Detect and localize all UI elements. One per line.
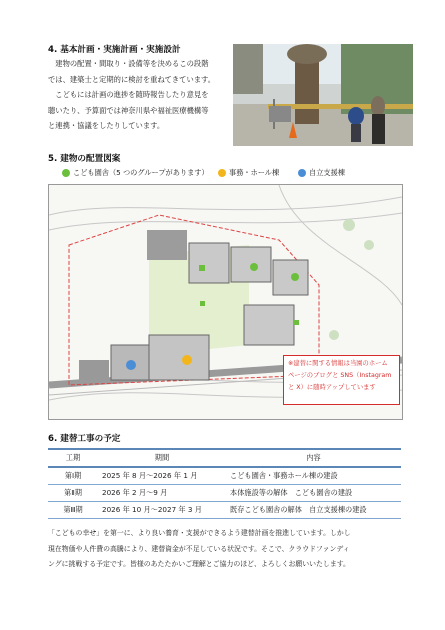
- closing-line: 「こどもの幸せ」を第一に、より良い養育・支援ができるよう建替計画を推進しています。しかし: [48, 529, 351, 537]
- legend-label: 自立支援棟: [309, 168, 345, 177]
- section-4-heading: 4. 基本計画・実施計画・実施設計: [48, 45, 181, 55]
- table-row: [48, 485, 401, 502]
- table-cell: 2026 年 10 月〜2027 年 3 月: [98, 502, 226, 519]
- column-header: 工期: [48, 449, 98, 467]
- legend-kodomo: [62, 167, 209, 179]
- legend-support: [298, 167, 345, 179]
- table-cell: 2025 年 8 月〜2026 年 1 月: [98, 467, 226, 485]
- column-header: 内容: [226, 449, 401, 467]
- section-4-line: 聴いたり、予算面では神奈川県や福祉医療機構等: [48, 105, 209, 115]
- section-5-heading: 5. 建物の配置図案: [48, 154, 121, 164]
- table-row: [48, 467, 401, 485]
- note-line: ページのブログと SNS（Instagram: [288, 372, 392, 379]
- site-photo: [233, 44, 413, 146]
- section-4-line: では、建築士と定期的に検討を重ねてきています。: [48, 74, 216, 84]
- table-cell: 既存こども園舎の解体 自立支援棟の建設: [226, 502, 401, 519]
- yellow-dot-icon: [218, 169, 226, 177]
- section-4-line: こどもには計画の進捗を随時報告したり意見を: [48, 90, 209, 99]
- table-cell: 2026 年 2 月〜9 月: [98, 485, 226, 502]
- blue-dot-icon: [298, 169, 306, 177]
- legend-label: こども園舎（5 つのグループがあります）: [73, 168, 209, 177]
- section-4-line: 建物の配置・間取り・設備等を決めるこの段階: [48, 59, 209, 68]
- legend-label: 事務・ホール棟: [229, 168, 280, 177]
- section-4-line: と連携・協議をしたりしています。: [48, 121, 165, 130]
- table-cell: こども園舎・事務ホール棟の建設: [226, 467, 401, 485]
- table-cell: 第Ⅱ期: [48, 485, 98, 502]
- note-line: ※建替に関する情報は当園のホーム: [288, 360, 388, 367]
- closing-line: 現在物価や人件費の高騰により、建替資金が不足している状況です。そこで、クラウドファンディ: [48, 544, 350, 553]
- legend-office: [218, 167, 279, 179]
- closing-paragraph: [48, 526, 351, 573]
- green-dot-icon: [62, 169, 70, 177]
- column-header: 期間: [98, 449, 226, 467]
- section-6-heading: 6. 建替工事の予定: [48, 434, 121, 444]
- table-cell: 第Ⅰ期: [48, 467, 98, 485]
- table-cell: 本体施設等の解体 こども園舎の建設: [226, 485, 401, 502]
- table-cell: 第Ⅲ期: [48, 502, 98, 519]
- schedule-table: [48, 448, 401, 519]
- section-4-body: [48, 56, 215, 134]
- table-header-row: [48, 449, 401, 467]
- closing-line: ングに挑戦する予定です。皆様のあたたかいご理解とご協力のほど、よろしくお願いいたします。: [48, 560, 350, 568]
- construction-info-note: [283, 355, 400, 405]
- table-row: [48, 502, 401, 519]
- note-line: と X）に随時アップしています: [288, 384, 376, 391]
